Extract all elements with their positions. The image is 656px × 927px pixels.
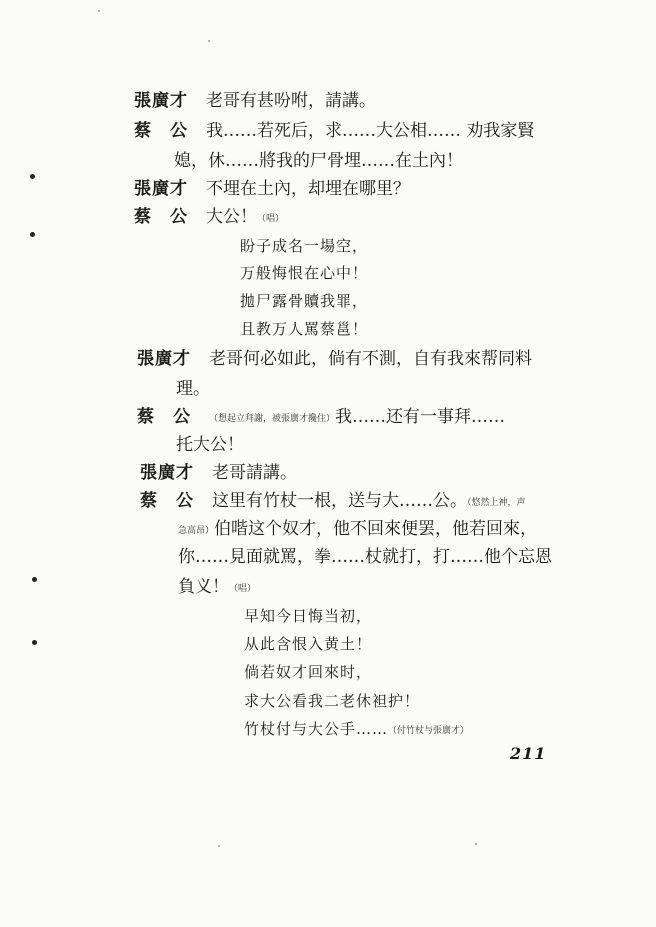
stage-direction: 急高昂） xyxy=(178,526,215,536)
speaker-name: 張廣才 xyxy=(134,91,188,111)
verse-line: 盼子成名一場空， xyxy=(240,237,369,255)
dialogue-continuation xyxy=(178,546,552,568)
paper-speck xyxy=(218,845,220,847)
speaker-name: 張廣才 xyxy=(134,179,188,199)
dialogue-line xyxy=(137,406,505,430)
dialogue-line xyxy=(140,462,297,484)
dialogue-text: 托大公！ xyxy=(176,435,244,455)
dialogue-text: 老哥有甚吩咐，請講。 xyxy=(206,91,376,111)
dialogue-continuation xyxy=(178,576,256,600)
dialogue-continuation xyxy=(176,378,210,400)
dialogue-line xyxy=(134,90,376,112)
dialogue-text: 伯喈这个奴才，他不回來便罢，他若回來， xyxy=(214,519,538,539)
dialogue-line xyxy=(134,206,284,230)
dialogue-text: 負义！ xyxy=(178,577,229,597)
page-number: 211 xyxy=(510,744,547,763)
dialogue-text: 这里有竹杖一根，送与大……公。 xyxy=(212,491,467,511)
dialogue-text: 媳，休……將我的尸骨埋……在土內！ xyxy=(174,151,463,171)
verse-line: 万般悔恨在心中！ xyxy=(240,264,369,282)
speaker-name: 蔡 公 xyxy=(134,207,188,227)
dialogue-text: 大公！ xyxy=(206,207,257,227)
paper-speck xyxy=(98,10,100,12)
binding-hole-dot xyxy=(30,174,35,179)
verse-line: 倘若奴才回來时， xyxy=(244,663,373,681)
speaker-name: 蔡 公 xyxy=(137,407,191,427)
binding-hole-dot xyxy=(30,232,35,237)
verse-line: 求大公看我二老休袒护！ xyxy=(244,692,421,710)
dialogue-text: 老哥何必如此，倘有不測，自有我來帮同料 xyxy=(209,349,532,369)
dialogue-continuation xyxy=(178,518,537,542)
verse-line: 且教万人罵蔡邕！ xyxy=(240,320,369,338)
binding-hole-dot xyxy=(32,640,37,645)
stage-direction: （唱） xyxy=(229,584,257,594)
stage-direction: （想起立拜謝，被張廣才攙住） xyxy=(209,414,336,424)
verse-text: 竹杖付与大公手…… xyxy=(244,720,389,738)
speaker-name: 蔡 公 xyxy=(140,491,194,511)
verse-line: 从此含恨入黄土！ xyxy=(244,635,373,653)
speaker-name: 張廣才 xyxy=(140,463,194,483)
stage-direction: （悠然上神，声 xyxy=(467,498,526,508)
verse-line: 早知今日悔当初， xyxy=(244,607,373,625)
dialogue-text: 我……还有一事拜…… xyxy=(335,407,506,427)
dialogue-text: 我……若死后，求……大公相…… 劝我家賢 xyxy=(206,121,535,141)
dialogue-line xyxy=(137,348,532,370)
speaker-name: 張廣才 xyxy=(137,349,191,369)
dialogue-text: 老哥請講。 xyxy=(212,463,297,483)
dialogue-line xyxy=(134,120,534,142)
binding-hole-dot xyxy=(32,577,37,582)
verse-line: 拋尸露骨贖我罪， xyxy=(240,292,369,310)
paper-speck xyxy=(475,843,477,845)
verse-line xyxy=(244,718,469,742)
paper-speck xyxy=(208,40,210,42)
dialogue-line xyxy=(140,490,526,514)
dialogue-text: 你……見面就罵，拳……杖就打，打……他个忘恩 xyxy=(178,547,552,567)
stage-direction: （唱） xyxy=(257,214,285,224)
speaker-name: 蔡 公 xyxy=(134,121,188,141)
stage-direction: （付竹杖与張廣才） xyxy=(388,726,470,736)
dialogue-line xyxy=(134,178,410,200)
dialogue-continuation xyxy=(176,434,244,456)
dialogue-text: 理。 xyxy=(176,379,210,399)
dialogue-continuation xyxy=(174,150,463,172)
dialogue-text: 不埋在土內，却埋在哪里？ xyxy=(206,179,410,199)
